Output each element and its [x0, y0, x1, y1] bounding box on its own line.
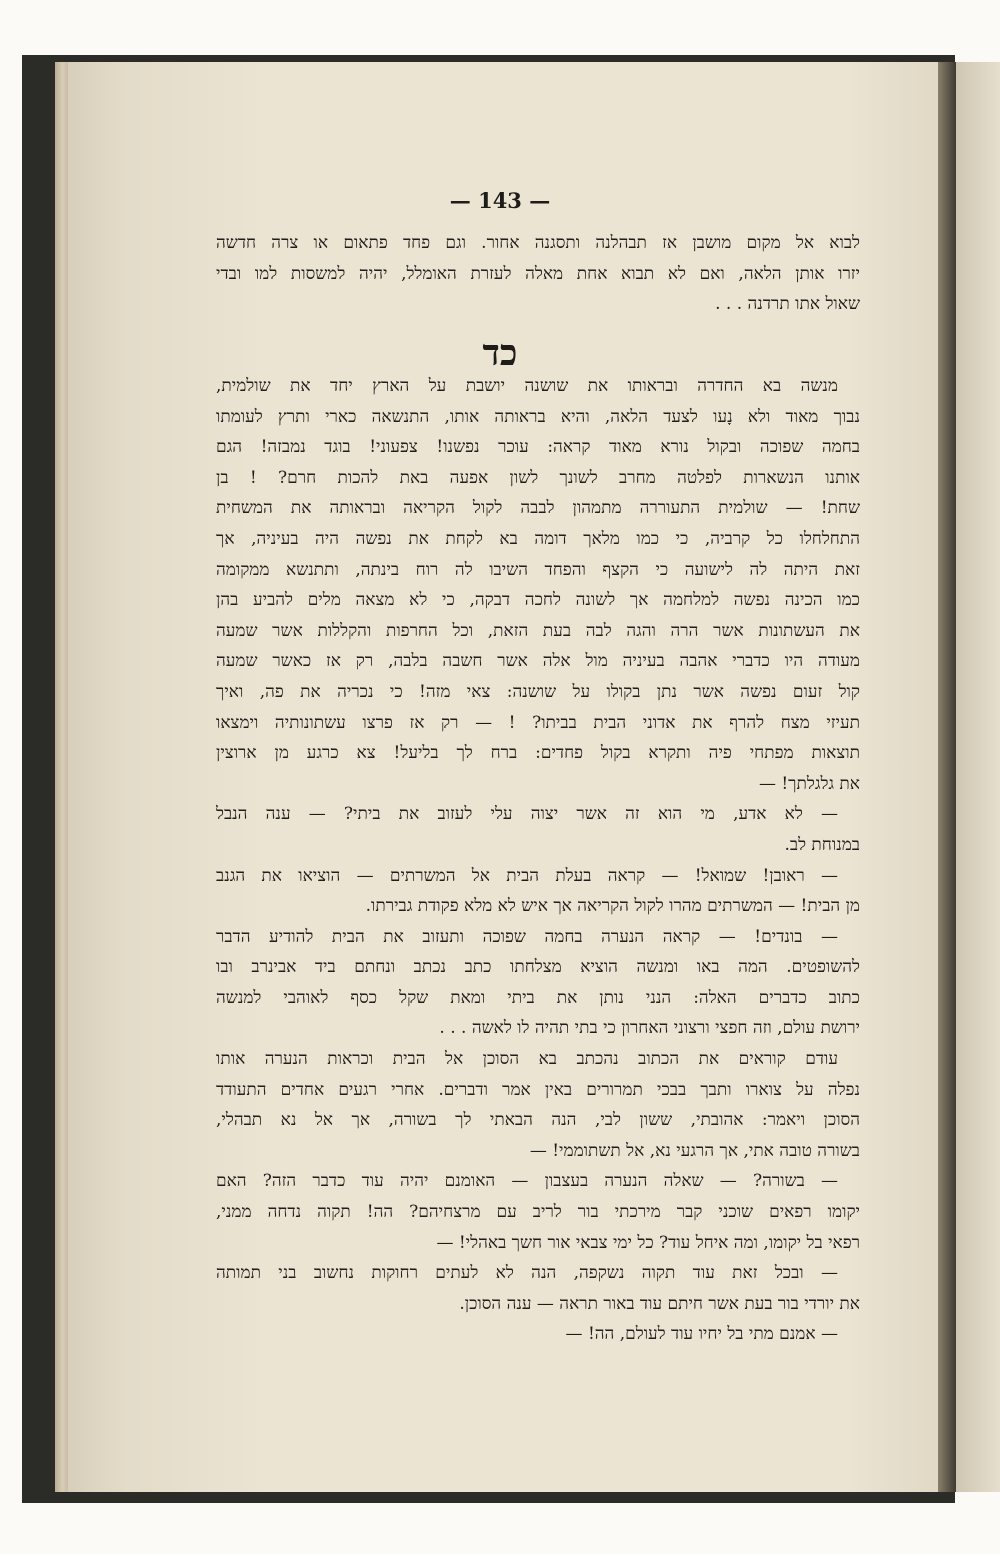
text-line: נפלה על צוארו ותבך בבכי תמרורים באין אמר ודברים. אחרי רגעים אחדים התעודד — [216, 1079, 860, 1100]
text-line: יזרו אותן הלאה, ואם לא תבוא אחת מאלה לעזרת האומלל, יהיה למשסות למו ובדי — [216, 263, 860, 284]
text-line: תוצאות מפתחי פיה ותקרא בקול פחדים: ברח לך בליעל! צא כרגע מן ארוצין — [216, 743, 860, 764]
text-line: בשורה טובה אתי, אך הרגעי נא, אל תשתוממי! — — [529, 1140, 860, 1161]
book-gutter — [938, 62, 956, 1492]
text-line: עודם קוראים את הכתוב נהכתב בא הסוכן אל הבית וכראות הנערה אותו — [216, 1049, 838, 1070]
chapter-heading: כד — [482, 332, 518, 374]
text-line: כמו הכינה נפשה למלחמה אך לשונה לחכה דבקה, כי לא מצאה מלים להביע בהן — [216, 590, 860, 611]
text-line: — ובכל זאת עוד תקוה נשקפה, הנה לא לעתים רחוקות נחשוב בני תמותה — [216, 1263, 838, 1284]
text-line: נבוך מאוד ולא נָעו לצעד הלאה, והיא בראותה אותו, התנשאה כארי ותרץ לעומתו — [216, 406, 860, 427]
text-line: את גלגלתך! — — [758, 773, 860, 794]
page-number-value: 143 — [478, 188, 522, 213]
text-line: — בונדים! — קראה הנערה בחמה שפוכה ותעזוב את הבית להודיע הדבר — [216, 926, 838, 947]
text-line: מנשה בא החדרה ובראותו את שושנה יושבת על הארץ יחד את שולמית, — [216, 376, 838, 396]
facing-page-edge — [956, 62, 1000, 1492]
text-line: להשופטים. המה באו ומנשה הוציא מצלחתו כתב נכתב ונחתם ביד אבינרב ובו — [216, 957, 860, 978]
text-line: — ראובן! שמואל! — קראה בעלת הבית אל המשרתים — הוציאו את הגנב — [216, 865, 838, 886]
text-line: — בשורה? — שאלה הנערה בעצבון — האומנם יהיה עוד כדבר הזה? האם — [216, 1171, 838, 1192]
text-line: אותנו הנשארות לפלטה מחרב לשונך לשון אפעה באת להכות חרם? ! בן — [216, 467, 860, 488]
text-line: שאול אתו תרדנה . . . — [715, 294, 860, 315]
text-line: במנוחת לב. — [784, 834, 860, 855]
text-line: — אמנם מתי בל יחיו עוד לעולם, הה! — — [565, 1324, 838, 1345]
text-line: שחת! — שולמית התעוררה מתמהון לבבה לקול הקריאה ובראותה את המשחית — [216, 498, 860, 519]
text-line: את יורדי בור בעת אשר חיתם עוד באור תראה — ענה הסוכן. — [459, 1293, 860, 1314]
text-line: — לא אדע, מי הוא זה אשר יצוה עלי לעזוב את ביתי? — ענה הנבל — [216, 804, 838, 825]
text-line: רפאי בל יקומו, ומה איחל עוד? כל ימי צבאי אור חשך באהלי! — — [436, 1232, 860, 1253]
text-line: קול זעום נפשה אשר נתן בקולו על שושנה: צאי מזה! כי נכריה את פה, ואיך — [216, 681, 861, 702]
text-line: ירושת עולם, וזה חפצי ורצוני האחרון כי בתי תהיה לו לאשה . . . — [439, 1018, 860, 1039]
opening-paragraph — [216, 228, 860, 320]
text-line: התחלחלו כל קרביה, כי כמו מלאך דומה בא לקחת את נפשה היה בעיניה, אך — [216, 528, 860, 549]
page-number: — 143 — — [449, 188, 551, 213]
text-line: זאת היתה לה לישועה כי הקצף והפחד השיבו לה רוח בינתה, ותתנשא ממקומה — [216, 559, 860, 580]
text-line: כתוב כדברים האלה: הנני נותן את ביתי ומאת שקל כסף לאוהבי למנשה — [216, 987, 860, 1008]
text-line: מעודה היו כדברי אהבה בעיניה מול אלה אשר חשבה בלבה, רק אז כאשר שמעה — [216, 651, 860, 672]
text-line: לבוא אל מקום מושבן אז תבהלנה ותסגנה אחור. וגם פחד פתאום או צרה חדשה — [216, 233, 860, 253]
text-line: בחמה שפוכה ובקול נורא מאוד קראה: עוכר נפשנו! צפעוני! בוגד נמבזה! הגם — [216, 437, 860, 458]
text-line: את העשתונות אשר הרה והגה לבה בעת הזאת, וכל החרפות והקללות אשר שמעה — [216, 620, 860, 641]
chapter-body — [216, 371, 860, 1350]
text-line: מן הבית! — המשרתים מהרו לקול הקריאה אך איש לא מלא פקודת גבירתו. — [365, 896, 860, 917]
text-line: הסוכן ויאמר: אהובתי, ששון לבי, הנה הבאתי לך בשורה, אך אל נא תבהלי, — [216, 1110, 860, 1131]
text-line: תעיזי מצח להרף את אדוני הבית בביתו? ! — רק אז פרצו עשתונותיה וימצאו — [216, 712, 860, 733]
text-line: יקומו רפאים שוכני קבר מירכתי בור לריב עם מרצחיהם? הה! תקוה נדחה ממני, — [216, 1202, 860, 1223]
